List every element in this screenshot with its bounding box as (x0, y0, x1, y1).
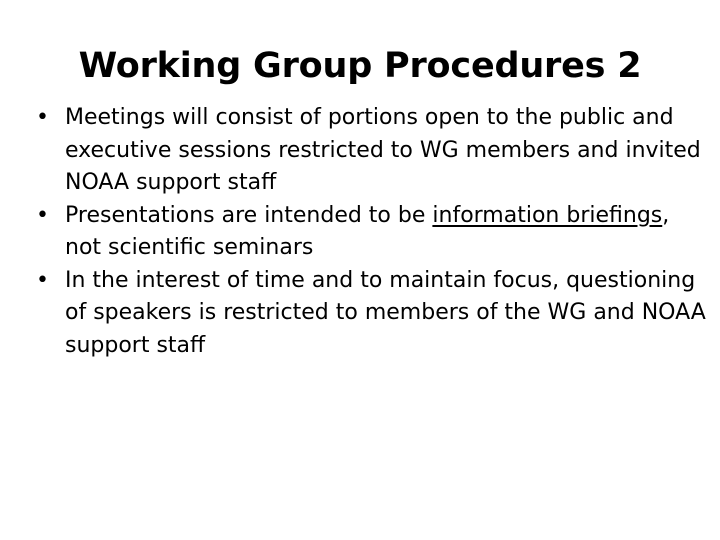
bullet-icon: • (36, 105, 49, 130)
bullet-text-after: , not scientific seminars (65, 202, 670, 260)
bullet-item-meetings (36, 102, 708, 200)
bullet-text: Meetings will consist of portions open to the public and executive sessions restricted to WG members and invited NOAA support staff (65, 105, 701, 195)
bullet-icon: • (36, 202, 49, 228)
underlined-phrase: information briefings (432, 202, 663, 228)
bullet-item-presentations (36, 200, 708, 265)
bullet-list (36, 102, 708, 362)
bullet-text: In the interest of time and to maintain focus, questioning of speakers is restricted to members of the WG and NOAA support staff (65, 267, 706, 358)
bullet-item-questioning (36, 265, 708, 363)
bullet-icon: • (36, 267, 49, 293)
bullet-text-before: Presentations are intended to be (65, 202, 433, 228)
slide-title: Working Group Procedures 2 (78, 46, 642, 86)
